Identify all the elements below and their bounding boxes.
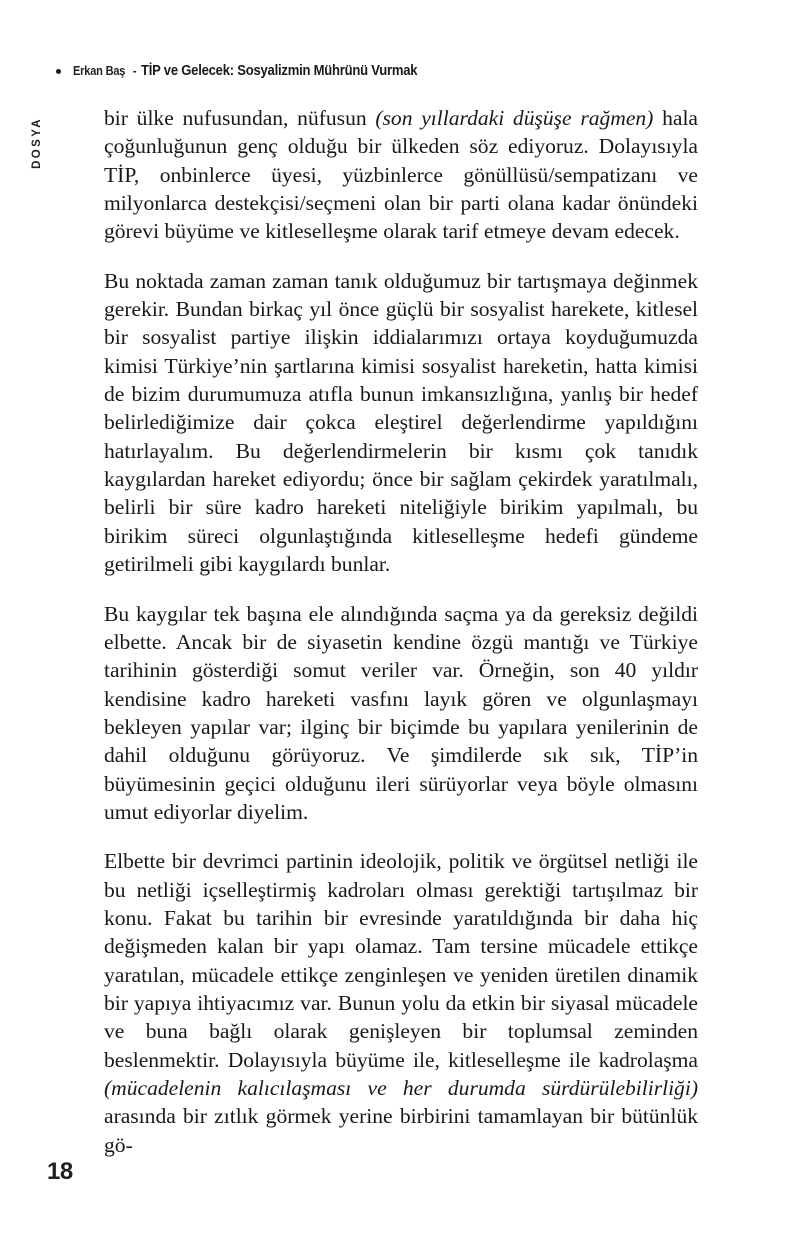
- bullet-dot-icon: [56, 69, 61, 74]
- body-text-column: [104, 104, 698, 1159]
- text-run: Bu kaygılar tek başına ele alındığında saçma ya da gereksiz değildi elbette. Ancak bir de siyasetin kendine özgü mantığı ve Türkiye tarihinin gösterdiği somut veriler var. Örneğin, son 40 yıldır kendisine kadro hareketi vasfını layık gören ve olgunlaşmayı bekleyen yapılar var; ilginç bir biçimde bu yapılara yenilerinin de dahil olduğunu görüyoruz. Ve şimdilerde sık sık, TİP’in büyümesinin geçici olduğunu ileri sürüyorlar veya böyle olmasını umut ediyorlar diyelim.: [104, 601, 698, 824]
- text-run: Bu noktada zaman zaman tanık olduğumuz bir tartışmaya değinmek gerekir. Bundan birkaç yıl önce güçlü bir sosyalist harekete, kitlesel bir sosyalist partiye ilişkin iddialarımızı ortaya koyduğumuzda kimisi Türkiye’nin şartlarına kimisi sosyalist hareketin, hatta kimisi de bizim durumumuza atıfla bunun imkansızlığına, yanlış bir hedef belirlediğimize dair çokca eleştirel değerlendirme yapıldığını hatırlayalım. Bu değerlendirmelerin bir kısmı çok tanıdık kaygılardan hareket ediyordu; önce bir sağlam çekirdek yaratılmalı, belirli bir süre kadro hareketi niteliğiyle birikim yapılmalı, bu birikim süreci olgunlaştığında kitleselleşme hedefi gündeme getirilmeli gibi kaygılardı bunlar.: [104, 268, 698, 577]
- text-run: arasında bir zıtlık görmek yerine birbirini tamamlayan bir bütünlük gö-: [104, 1104, 698, 1157]
- section-tab-label: DOSYA: [31, 117, 43, 169]
- section-tab: [26, 100, 48, 186]
- paragraph: [104, 104, 698, 246]
- italic-run: (mücadelenin kalıcılaşması ve her durumda sürdürülebilirliği): [104, 1076, 698, 1100]
- page-number: 18: [47, 1158, 73, 1185]
- paragraph: [104, 600, 698, 827]
- italic-run: (son yıllardaki düşüşe rağmen): [375, 106, 654, 130]
- paragraph: [104, 847, 698, 1159]
- text-run: hala çoğunluğunun genç olduğu bir ülkeden söz ediyoruz. Dolayısıyla TİP, onbinlerce üyesi, yüzbinlerce gönüllüsü/sempatizanı ve milyonlarca destekçisi/seçmeni olan bir parti olana kadar önündeki görevi büyüme ve kitleselleşme olarak tarif etmeye devam edecek.: [104, 106, 698, 244]
- header-separator: -: [133, 64, 137, 78]
- text-run: Elbette bir devrimci partinin ideolojik, politik ve örgütsel netliği ile bu netliği içselleştirmiş kadroları olması gerektiği tartışılmaz bir konu. Fakat bu tarihin bir evresinde yaratıldığında bir daha hiç değişmeden kalan bir yapı olamaz. Tam tersine mücadele ettikçe yaratılan, mücadele ettikçe zenginleşen ve yeniden üretilen dinamik bir yapıya ihtiyacımız var. Bunun yolu da etkin bir siyasal mücadele ve buna bağlı olarak genişleyen bir toplumsal zeminden beslenmektir. Dolayısıyla büyüme ile, kitleselleşme ile kadrolaşma: [104, 849, 698, 1072]
- paragraph: [104, 267, 698, 579]
- header-title: TİP ve Gelecek: Sosyalizmin Mührünü Vurmak: [140, 63, 417, 79]
- running-header: [56, 60, 696, 82]
- header-author: Erkan Baş: [73, 64, 126, 78]
- text-run: bir ülke nufusundan, nüfusun: [104, 106, 376, 130]
